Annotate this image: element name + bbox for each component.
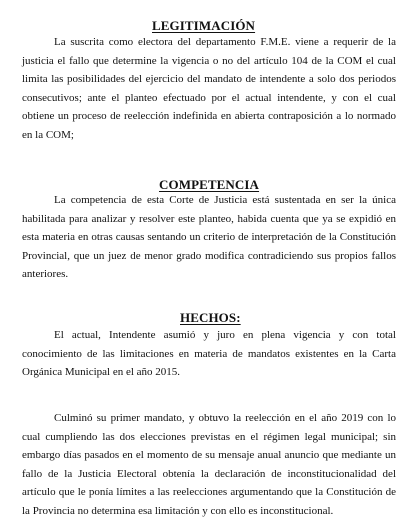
paragraph-legitimacion: La suscrita como electora del departamento F.M.E. viene a requerir de la justicia el fallo que determine la vigencia o no del artículo 104 de la COM el cual limita las posibilidades del ejercicio del mandato de intendente a solo dos periodos consecutivos; ante el planteo efectuado por el actual intendente, y con el cual obtiene un proceso de reelección indefinida en abierta contraposición a lo normado en la COM; (22, 36, 396, 141)
paragraph-competencia: La competencia de esta Corte de Justicia está sustentada en ser la única habilitada para analizar y resolver este planteo, habida cuenta que ya se expidió en esta materia en otras causas sentando un criterio de interpretación de la Constitución Provincial, que un juez de menor grado modifica contradiciendo sus propios fallos anteriores. (22, 194, 396, 281)
heading-legitimacion: LEGITIMACIÓN (152, 18, 256, 33)
paragraph-hechos-2: Culminó su primer mandato, y obtuvo la reelección en el año 2019 con lo cual cumpliendo las dos elecciones previstas en el régimen legal municipal; sin embargo días pasados en el momento de su mensaje anual anuncio que mediante un fallo de la Justicia Electoral obtenía la declaración de inconstitucionalidad del artículo que le ponía límites a las reelecciones argumentando que la Constitución de la Provincia no determina esa limitación y con ello es inconstitucional. (22, 412, 396, 517)
heading-hechos: HECHOS: (180, 310, 241, 325)
paragraph-hechos-1: El actual, Intendente asumió y juro en plena vigencia y con total conocimiento de las limitaciones en materia de mandatos existentes en la Carta Orgánica Municipal en el año 2015. (22, 329, 396, 379)
heading-competencia: COMPETENCIA (159, 177, 260, 192)
